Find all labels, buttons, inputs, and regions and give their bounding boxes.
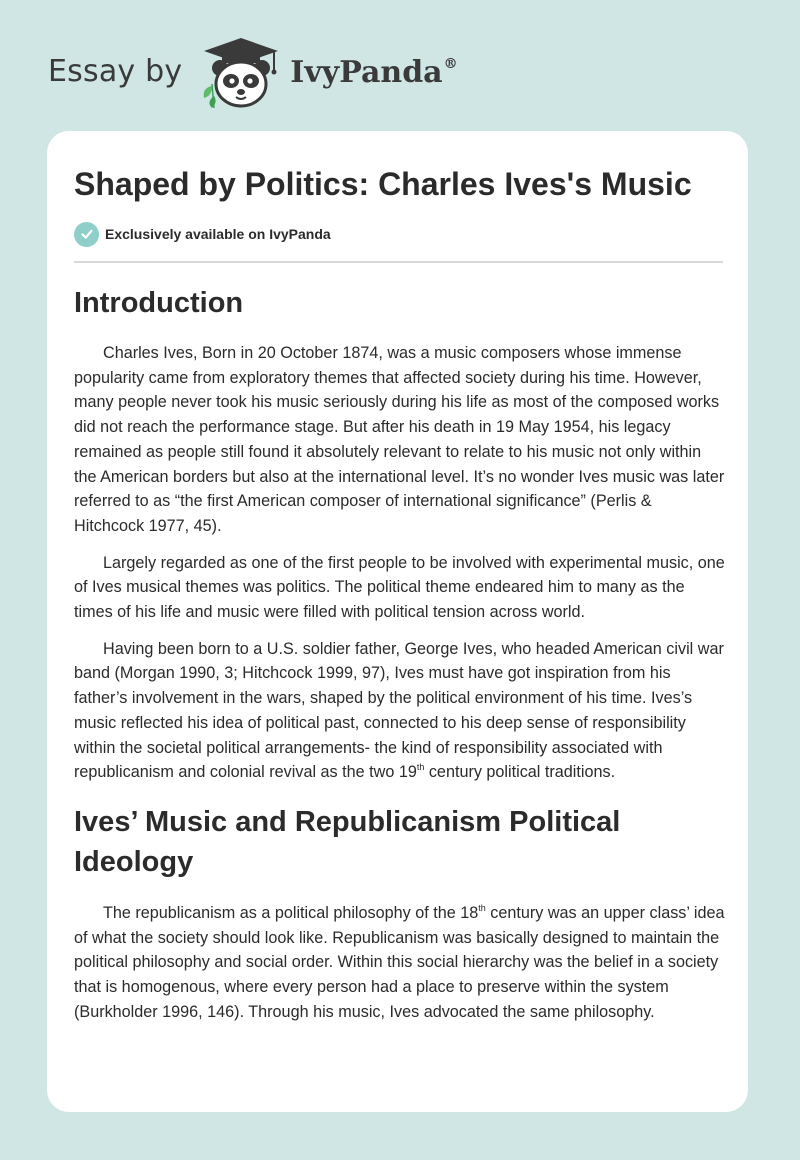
paragraph-text: century was an upper class’ idea of what the society should look like. Republicanism was basically designed to maintain the political philosophy and social order. Within this social hierarchy was the belief in a society that is homogenous, where every person had a place to preserve within the system (Burkholder 1996, 146). Through his music, Ives advocated the same philosophy. [74, 903, 725, 1021]
section-heading-introduction: Introduction [74, 287, 244, 319]
paragraph: Largely regarded as one of the first people to be involved with experimental music, one of Ives musical themes was politics. The political theme endeared him to many as the times of his life and music were filled with political tension across world. [74, 553, 725, 622]
site-header [48, 36, 458, 110]
ivypanda-logo-icon[interactable] [198, 36, 284, 110]
exclusive-badge [74, 221, 331, 247]
panda-nose [237, 89, 245, 95]
paragraph: Charles Ives, Born in 20 October 1874, was a music composers whose immense popularity came from exploratory themes that affected society during his time. However, many people never took his music seriously during his life as most of the composed works did not reach the performance stage. But after his death in 19 May 1954, his legacy remained as people still found it absolutely relevant to relate to his music not only within the American borders but also at the international level. It’s no wonder Ives music was later referred to as “the first American composer of international significance” (Perlis & Hitchcock 1977, 45). [74, 344, 725, 535]
paragraph-text: Having been born to a U.S. soldier father, George Ives, who headed American civil war band (Morgan 1990, 3; Hitchcock 1999, 97), Ives must have got inspiration from his father’s involvement in the wars, shaped by the political environment of his time. Ives’s music reflected his idea of political past, connected to his deep sense of responsibility within the societal political arrangements- the kind of responsibility associated with republicanism and colonial revival as the two 19 [74, 639, 724, 782]
paragraph [74, 901, 726, 1025]
superscript: th [416, 762, 425, 773]
check-icon [74, 222, 99, 247]
paragraph-text: The republicanism as a political philosophy of the 18 [103, 903, 479, 922]
paragraph [74, 637, 726, 785]
section-heading-republicanism: Ives’ Music and Republicanism Political Ideology [74, 805, 621, 878]
essay-card [47, 131, 748, 1112]
superscript: th [478, 902, 486, 913]
paragraph-text: century political traditions. [424, 763, 616, 782]
essay-by-label: Essay by [48, 53, 183, 89]
page-title: Shaped by Politics: Charles Ives's Music [74, 166, 692, 202]
brand-name[interactable] [290, 55, 457, 90]
brand-name-text[interactable]: IvyPanda [290, 54, 443, 90]
exclusive-label: Exclusively available on IvyPanda [105, 226, 331, 242]
essay-content [74, 283, 726, 1036]
registered-mark: ® [443, 55, 458, 72]
ivy-leaf-upper [204, 86, 212, 98]
divider [74, 261, 723, 263]
